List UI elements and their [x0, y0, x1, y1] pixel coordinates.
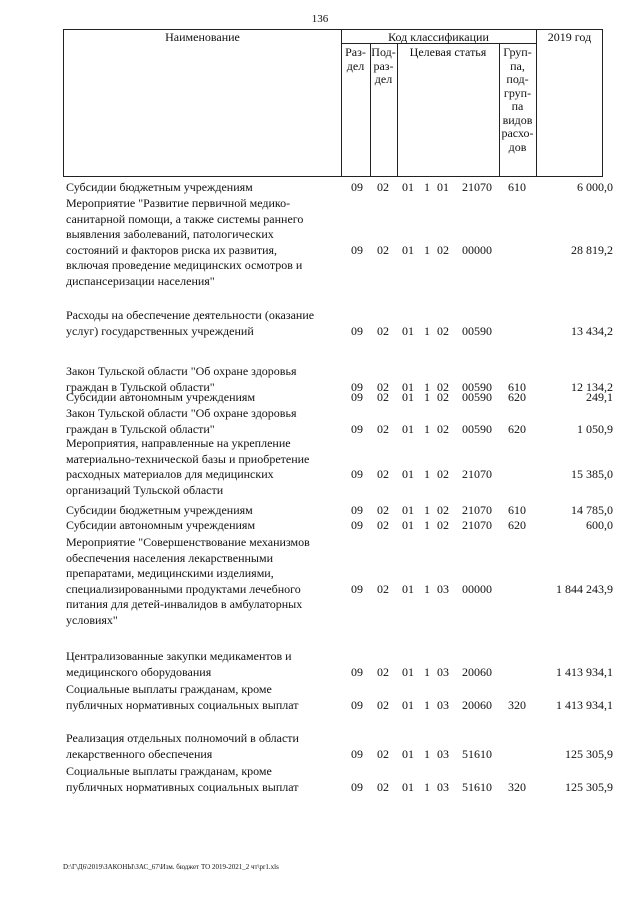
- row-code-r: 09: [351, 746, 363, 761]
- row-code-p: 02: [377, 421, 389, 436]
- header-name: Наименование: [165, 30, 240, 44]
- header-expense-group: Груп- па, под- груп- па видов расхо- дов: [501, 45, 534, 154]
- row-name: Социальные выплаты гражданам, кроме публичных нормативных социальных выплат: [66, 764, 299, 794]
- row-code-b: 1: [424, 242, 430, 257]
- row-code-r: 09: [351, 390, 363, 404]
- row-code-p: 02: [377, 180, 389, 194]
- row-code-p: 02: [377, 697, 389, 712]
- header-classification: Код классификации: [388, 30, 489, 44]
- row-code-c: 03: [437, 697, 449, 712]
- row-code-c: 02: [437, 242, 449, 257]
- row-name: Субсидии автономным учреждениям: [66, 518, 256, 532]
- header-year: 2019 год: [547, 30, 592, 44]
- row-code-c: 02: [437, 323, 449, 338]
- row-name: Мероприятие "Развитие первичной медико- санитарной помощи, а также системы раннего выявления заболеваний, патологических состояний и факторов риска их развития, включая проведение медицинских осмотров и диспансеризации населения": [66, 196, 304, 288]
- row-name: Субсидии бюджетным учреждениям: [66, 180, 253, 194]
- row-code-b: 1: [424, 180, 430, 194]
- row-code-d: 20060: [462, 697, 492, 712]
- row-code-a: 01: [402, 664, 414, 679]
- row-code-p: 02: [377, 467, 389, 481]
- row-code-c: 02: [437, 467, 449, 481]
- row-code-g: 620: [508, 421, 526, 436]
- row-code-r: 09: [351, 518, 363, 532]
- file-path-footer: D:\Г\Д6\2019\ЗАКОНЫ\ЗАС_67\Изм. бюджет ТО 2019-2021_2 чт\pr1.xls: [63, 863, 279, 871]
- row-code-c: 02: [437, 503, 449, 517]
- row-code-g: 320: [508, 779, 526, 794]
- row-code-d: 00590: [462, 390, 492, 404]
- row-code-c: 02: [437, 421, 449, 436]
- row-amount: 15 385,0: [571, 467, 613, 481]
- row-code-b: 1: [424, 379, 430, 394]
- row-code-g: 620: [508, 390, 526, 404]
- row-code-a: 01: [402, 697, 414, 712]
- row-code-g: 610: [508, 503, 526, 517]
- row-code-c: 02: [437, 390, 449, 404]
- row-code-b: 1: [424, 697, 430, 712]
- row-code-a: 01: [402, 180, 414, 194]
- row-code-b: 1: [424, 518, 430, 532]
- row-code-a: 01: [402, 323, 414, 338]
- row-amount: 1 844 243,9: [556, 581, 613, 596]
- row-code-d: 00000: [462, 581, 492, 596]
- row-code-a: 01: [402, 581, 414, 596]
- header-divider: [397, 43, 398, 176]
- row-amount: 1 413 934,1: [556, 697, 613, 712]
- row-name: Мероприятия, направленные на укрепление материально-технической базы и приобретение расходных материалов для медицинских организаций Тульской области: [66, 436, 310, 497]
- row-code-g: 610: [508, 379, 526, 394]
- row-name: Субсидии бюджетным учреждениям: [66, 503, 253, 517]
- header-subsection: Под- раз- дел: [371, 45, 396, 86]
- row-code-p: 02: [377, 242, 389, 257]
- row-code-r: 09: [351, 779, 363, 794]
- row-code-b: 1: [424, 664, 430, 679]
- page-number: 136: [311, 13, 329, 25]
- row-amount: 125 305,9: [565, 779, 613, 794]
- row-code-c: 03: [437, 581, 449, 596]
- row-code-a: 01: [402, 746, 414, 761]
- row-amount: 125 305,9: [565, 746, 613, 761]
- row-code-d: 20060: [462, 664, 492, 679]
- row-amount: 1 413 934,1: [556, 664, 613, 679]
- row-code-g: 620: [508, 518, 526, 532]
- row-code-p: 02: [377, 323, 389, 338]
- row-name: Централизованные закупки медикаментов и медицинского оборудования: [66, 649, 292, 679]
- row-code-b: 1: [424, 746, 430, 761]
- row-code-r: 09: [351, 323, 363, 338]
- row-code-p: 02: [377, 746, 389, 761]
- row-name: Закон Тульской области "Об охране здоровья граждан в Тульской области": [66, 406, 297, 436]
- row-code-p: 02: [377, 581, 389, 596]
- row-name: Закон Тульской области "Об охране здоровья граждан в Тульской области": [66, 364, 297, 394]
- row-amount: 600,0: [586, 518, 613, 532]
- row-code-p: 02: [377, 779, 389, 794]
- row-code-c: 01: [437, 180, 449, 194]
- row-code-d: 21070: [462, 180, 492, 194]
- header-divider: [536, 30, 537, 176]
- row-code-d: 00590: [462, 379, 492, 394]
- row-code-b: 1: [424, 503, 430, 517]
- row-code-g: 610: [508, 180, 526, 194]
- row-code-a: 01: [402, 379, 414, 394]
- row-amount: 13 434,2: [571, 323, 613, 338]
- row-code-b: 1: [424, 581, 430, 596]
- header-section: Раз- дел: [345, 45, 366, 73]
- row-code-b: 1: [424, 467, 430, 481]
- row-code-p: 02: [377, 379, 389, 394]
- row-code-p: 02: [377, 503, 389, 517]
- row-code-d: 51610: [462, 779, 492, 794]
- row-code-g: 320: [508, 697, 526, 712]
- row-code-d: 51610: [462, 746, 492, 761]
- row-code-b: 1: [424, 390, 430, 404]
- row-amount: 1 050,9: [577, 421, 613, 436]
- row-code-d: 21070: [462, 467, 492, 481]
- row-code-d: 00590: [462, 323, 492, 338]
- row-code-d: 21070: [462, 518, 492, 532]
- row-code-a: 01: [402, 242, 414, 257]
- row-code-r: 09: [351, 664, 363, 679]
- row-code-b: 1: [424, 421, 430, 436]
- row-code-c: 03: [437, 664, 449, 679]
- row-code-d: 21070: [462, 503, 492, 517]
- row-code-a: 01: [402, 390, 414, 404]
- row-amount: 28 819,2: [571, 242, 613, 257]
- row-name: Субсидии автономным учреждениям: [66, 390, 256, 404]
- row-code-a: 01: [402, 779, 414, 794]
- row-code-c: 02: [437, 518, 449, 532]
- row-name: Социальные выплаты гражданам, кроме публичных нормативных социальных выплат: [66, 682, 299, 712]
- row-code-c: 03: [437, 779, 449, 794]
- row-code-p: 02: [377, 664, 389, 679]
- table-header: [63, 29, 603, 177]
- row-amount: 249,1: [586, 390, 613, 404]
- row-code-a: 01: [402, 467, 414, 481]
- row-amount: 14 785,0: [571, 503, 613, 517]
- row-code-r: 09: [351, 180, 363, 194]
- row-name: Реализация отдельных полномочий в области лекарственного обеспечения: [66, 731, 299, 761]
- row-code-r: 09: [351, 242, 363, 257]
- row-code-r: 09: [351, 581, 363, 596]
- row-code-r: 09: [351, 379, 363, 394]
- row-code-c: 03: [437, 746, 449, 761]
- row-code-p: 02: [377, 518, 389, 532]
- row-code-d: 00590: [462, 421, 492, 436]
- row-amount: 12 134,2: [571, 379, 613, 394]
- row-code-r: 09: [351, 503, 363, 517]
- row-code-b: 1: [424, 779, 430, 794]
- row-code-d: 00000: [462, 242, 492, 257]
- row-code-b: 1: [424, 323, 430, 338]
- row-code-a: 01: [402, 503, 414, 517]
- row-code-a: 01: [402, 421, 414, 436]
- row-code-p: 02: [377, 390, 389, 404]
- row-code-r: 09: [351, 697, 363, 712]
- header-target-article: Целевая статья: [409, 45, 487, 59]
- row-name: Мероприятие "Совершенствование механизмов обеспечения населения лекарственными препаратами, медицинскими изделиями, специализированными продуктами лечебного питания для детей-инвалидов в амбулаторных условиях": [66, 535, 310, 627]
- row-name: Расходы на обеспечение деятельности (оказание услуг) государственных учреждений: [66, 308, 315, 338]
- row-code-r: 09: [351, 421, 363, 436]
- row-code-r: 09: [351, 467, 363, 481]
- row-code-c: 02: [437, 379, 449, 394]
- row-code-a: 01: [402, 518, 414, 532]
- row-amount: 6 000,0: [577, 180, 613, 194]
